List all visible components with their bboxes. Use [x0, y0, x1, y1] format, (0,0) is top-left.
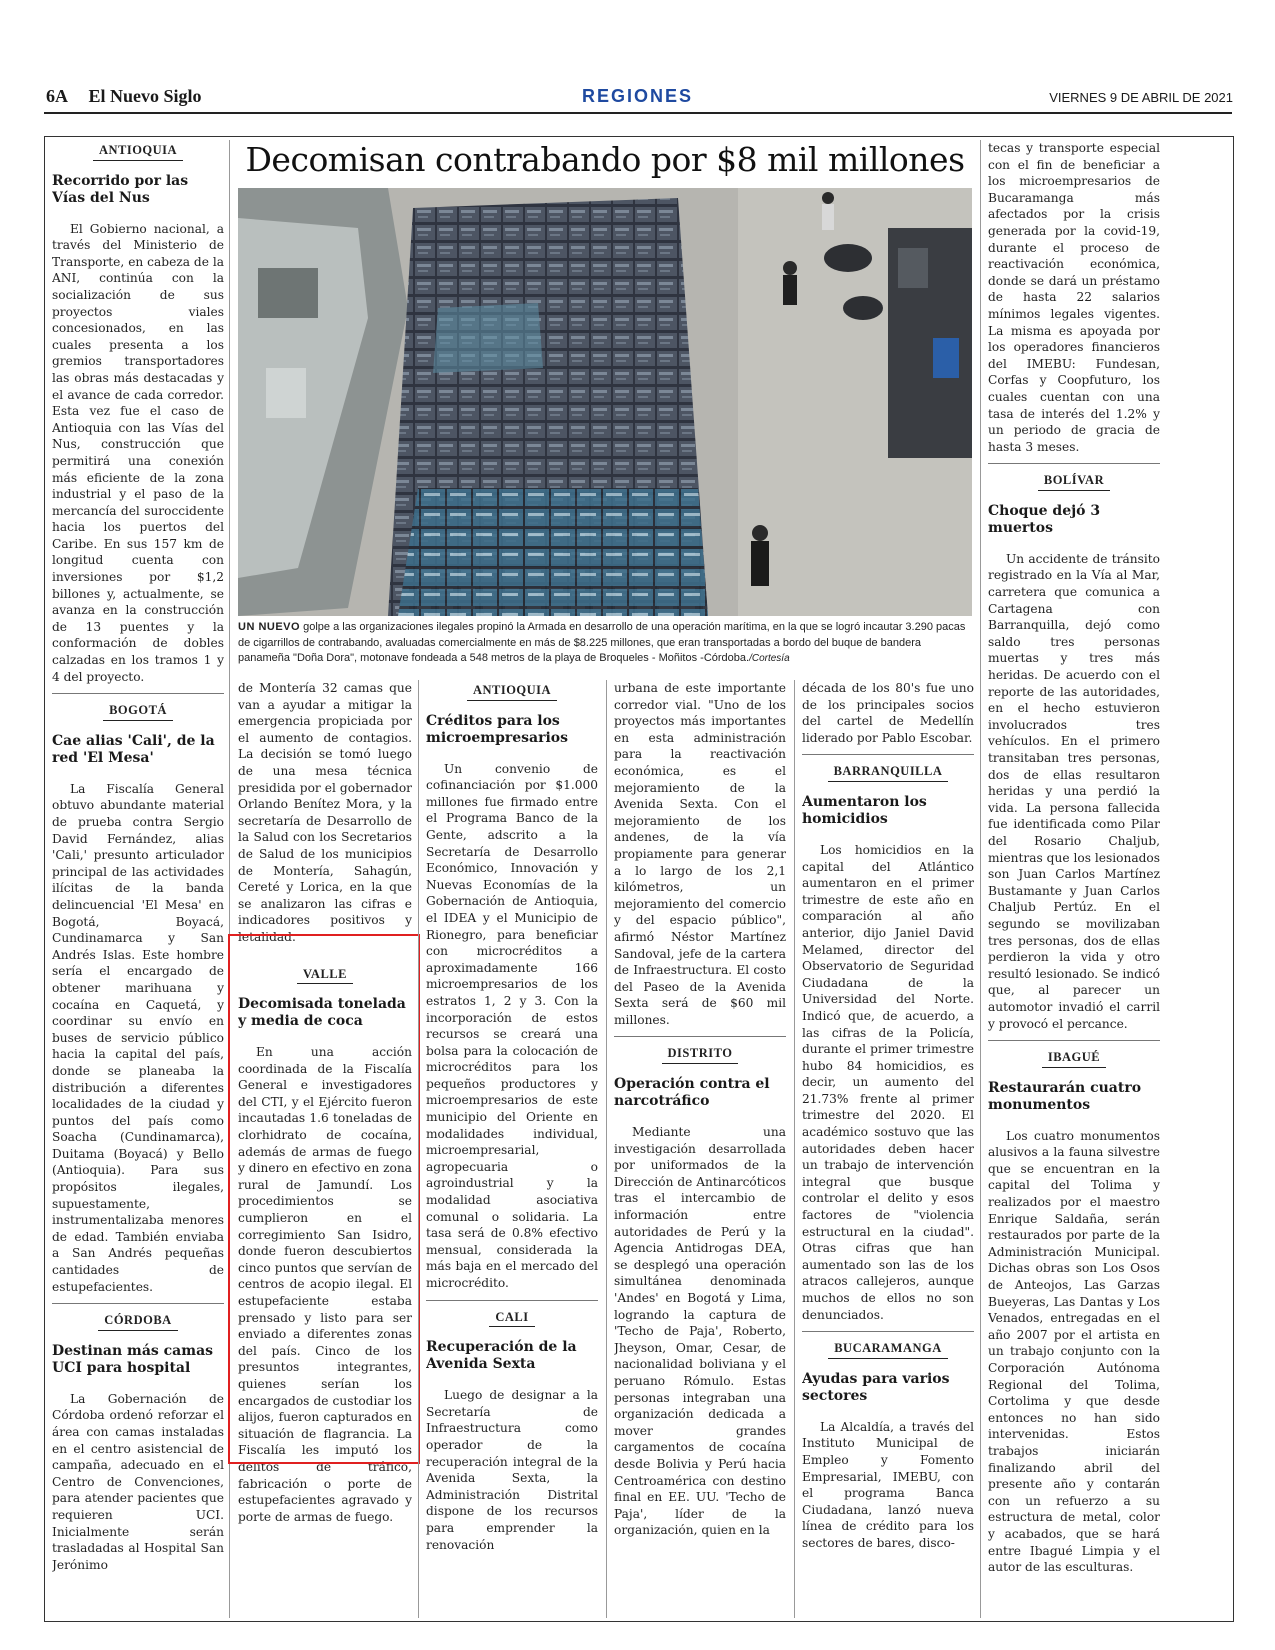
article-body: Mediante una investigación desarrollada por uniformados de la Dirección de Antinarcóticos tras el intercambio de información entre autoridades de Perú y la Agencia Antidrogas DEA, se desplegó una operación simultánea denominada 'Andes' en Bogotá y Lima, logrando la captura de 'Techo de Paja', Roberto, Jheyson, Omar, Cesar, de nacionalidad boliviana y el peruano Rómulo. Estas personas integraban una organización dedicada a mover grandes cargamentos de cocaína desde Bolivia y Perú hacia Centroamérica con destino final en EE. UU. 'Techo de Paja', líder de la organización, quien en la [614, 1125, 786, 1538]
column-rule [418, 680, 419, 1618]
column-4 [614, 680, 786, 1620]
contraband-photo [238, 188, 972, 616]
article-body: El Gobierno nacional, a través del Ministerio de Transporte, en cabeza de la ANI, continúa con la socialización de sus proyectos viales concesionados, en las cuales presenta a los gremios transportadores las obras más destacadas y el avance de cada corredor. Esta vez fue el caso de Antioquia con las Vías del Nus, construcción que permitirá una conexión más eficiente de la zona industrial y el paso de la mercancía del suroccidente hacia los puertos del Caribe. En sus 157 km de longitud cuenta con inversiones por $1,2 billones y, actualmente, se avanza en la construcción de 13 puentes y la conformación de dobles calzadas en los tramos 1 y 4 del proyecto. [52, 221, 224, 684]
article-body-continued: de Montería 32 camas que van a ayudar a mitigar la emergencia propiciada por el aumento de contagios. La decisión se tomó luego de una mesa técnica presidida por el gobernador Orlando Benítez Mora, y la secretaría de Desarrollo de la Salud con los Secretarios de Salud de los municipios de Montería, Sahagún, Cereté y Lorica, en la que se analizaron las cifras e indicadores positivos y letalidad. [238, 681, 412, 944]
article-headline: Choque dejó 3 muertos [988, 502, 1101, 536]
article-headline: Destinan más camas UCI para hospital [52, 1342, 214, 1376]
article-headline: Créditos para los microempresarios [426, 712, 569, 746]
article-headline: Decomisada tonelada y media de coca [238, 996, 406, 1030]
article-headline: Recorrido por las Vías del Nus [52, 172, 189, 206]
article-headline: Operación contra el narcotráfico [614, 1076, 770, 1110]
column-1 [52, 140, 224, 1618]
main-headline: Decomisan contrabando por $8 mil millones [245, 140, 965, 179]
section-label-cordoba: CÓRDOBA [52, 1312, 224, 1331]
section-divider [988, 463, 1160, 464]
newspaper-name: El Nuevo Siglo [88, 86, 202, 106]
section-label-barranquilla: BARRANQUILLA [802, 763, 974, 782]
section-divider [802, 1331, 974, 1332]
article-body: Los homicidios en la capital del Atlántico aumentaron en el primer trimestre de este año en comparación al año anterior, dijo Janiel David Melamed, director del Observatorio de Seguridad Ciudadana de la Universidad del Norte. Indicó que, de acuerdo, a las cifras de la Policía, durante el primer trimestre hubo 84 homicidios, es decir, un aumento del 21.73% frente al primer trimestre del 2020. El académico sostuvo que las autoridades deben hacer un trabajo de intervención integral que busque controlar el delito y esos factores de "violencia estructural en la ciudad". Otras cifras que han aumentado son las de los atracos callejeros, aunque muchos de ellos no son denunciados. [802, 842, 974, 1322]
article-headline: Restaurarán cuatro monumentos [988, 1079, 1142, 1113]
photo-illustration [238, 188, 972, 616]
article-body: En una acción coordinada de la Fiscalía General e investigadores del CTI, y el Ejército fueron incautadas 1.6 toneladas de clorhidrato de cocaína, además de armas de fuego y dinero en efectivo en zona rural de Jamundí. Los procedimientos se cumplieron en el corregimiento San Isidro, donde fueron descubiertos cinco puntos que servían de centros de acopio ilegal. El estupefaciente estaba prensado y listo para ser enviado a diferentes zonas del país. Cinco de los presuntos integrantes, quienes serían los encargados de custodiar los alijos, fueron capturados en situación de flagrancia. La Fiscalía les imputó los delitos de tráfico, fabricación o porte de estupefacientes agravado y porte de armas de fuego. [238, 1045, 412, 1524]
section-divider [52, 1303, 224, 1304]
section-divider [52, 693, 224, 694]
section-divider [614, 1036, 786, 1037]
highlight-box [228, 934, 420, 1464]
article-headline: Cae alias 'Cali', de la red 'El Mesa' [52, 732, 215, 766]
section-label-cali: CALI [426, 1309, 598, 1328]
article-body-continued: década de los 80's fue uno de los principales socios del cartel de Medellín liderado por Pablo Escobar. [802, 681, 974, 745]
article-headline: Ayudas para varios sectores [802, 1370, 950, 1404]
article-body: La Fiscalía General obtuvo abundante material de prueba contra Sergio David Fernández, alias 'Cali,' presunto articulador principal de las actividades ilícitas de la banda delincuencial 'El Mesa' en Bogotá, Boyacá, Cundinamarca y San Andrés Islas. Este hombre sería el encargado de obtener marihuana y cocaína en Caquetá, y coordinar su envío en buses de servicio público hacia la capital del país, donde se planeaba la distribución a diferentes localidades de la ciudad y puntos del país como Soacha (Cundinamarca), Duitama (Boyacá) y Bello (Antioquia). Para sus propósitos ilegales, supuestamente, instrumentalizaba menores de edad. También enviaba a San Andrés pequeñas cantidades de estupefacientes. [52, 781, 224, 1294]
section-label-distrito: DISTRITO [614, 1045, 786, 1064]
section-divider [426, 1300, 598, 1301]
article-body-continued: tecas y transporte especial con el fin de beneficiar a los microempresarios de Bucaramanga más afectados por la crisis generada por la covid-19, durante el proceso de reactivación económica, donde se dará un préstamo de hasta 22 salarios mínimos legales vigentes. La misma es apoyada por los operadores financieros del IMEBU: Fundesan, Corfas y Coopfuturo, los cuales cuentan con una tasa de interés del 1.2% y un periodo de gracia de hasta 3 meses. [988, 141, 1160, 454]
issue-date: VIERNES 9 DE ABRIL DE 2021 [1049, 90, 1233, 105]
section-label-bolivar: BOLÍVAR [988, 472, 1160, 491]
article-body: La Gobernación de Córdoba ordenó reforzar el área con camas instaladas en el centro asistencial de campaña, adecuado en el Centro de Convenciones, para atender pacientes que requieren UCI. Inicialmente serán trasladadas al Hospital San Jerónimo [52, 1391, 224, 1572]
section-label-bogota: BOGOTÁ [52, 702, 224, 721]
article-headline: Recuperación de la Avenida Sexta [426, 1339, 577, 1373]
section-divider [802, 754, 974, 755]
column-rule [980, 140, 981, 1618]
column-rule [794, 680, 795, 1618]
header-rule [44, 112, 1232, 114]
section-label-bucaramanga: BUCARAMANGA [802, 1340, 974, 1359]
article-body: Luego de designar a la Secretaría de Infraestructura como operador de la recuperación integral de la Avenida Sexta, la Administración Distrital dispone de los recursos para emprender la renovación [426, 1388, 598, 1552]
caption-text: golpe a las organizaciones ilegales propinó la Armada en desarrollo de una operación marítima, en la que se logró incautar 3.290 pacas de cigarrillos de contrabando, avaluadas comercialmente en más de $8.225 millones, que eran transportadas a bordo del buque de bandera panameña "Doña Dora", motonave fondeada a 548 metros de la playa de Broqueles - Moñitos -Córdoba. [238, 621, 966, 664]
section-label-valle: VALLE [238, 966, 412, 985]
article-body: La Alcaldía, a través del Instituto Municipal de Empleo y Fomento Empresarial, IMEBU, con el programa Banca Ciudadana, lanzó nueva línea de crédito para los sectores de bares, disco- [802, 1419, 974, 1550]
column-6 [988, 140, 1160, 1618]
photo-credit: /Cortesía [749, 653, 790, 664]
article-body-continued: urbana de este importante corredor vial. "Uno de los proyectos más importantes en esta administración para la reactivación económica, es el mejoramiento de la Avenida Sexta. Con el mejoramiento de los andenes, de la vía propiamente para generar a lo largo de los 2,1 kilómetros, un mejoramiento del comercio y del espacio público", afirmó Néstor Martínez Sandoval, jefe de la cartera de Infraestructura. El costo del Paseo de la Avenida Sexta será de $60 mil millones. [614, 681, 786, 1027]
column-3 [426, 680, 598, 1620]
section-divider [988, 1040, 1160, 1041]
column-5 [802, 680, 974, 1620]
section-label-antioquia: ANTIOQUIA [426, 682, 598, 701]
article-body: Un accidente de tránsito registrado en la Vía al Mar, carretera que comunica a Cartagena con Barranquilla, dejó como saldo tres personas muertas y tres más heridas. De acuerdo con el reporte de las autoridades, en el hecho estuvieron involucrados tres vehículos. En el primero transitaban tres personas, dos de ellas resultaron heridas y una perdió la vida. La persona fallecida fue identificada como Pilar del Rosario Chaljub, mientras que los lesionados son Juan Carlos Martínez Bustamante y Juan Carlos Chaljub Pertúz. En el segundo se movilizaban tres personas, dos de ellas perdieron la vida y otro resultó lesionado. Se indicó que, al parecer un automotor invadió el carril y provocó el percance. [988, 551, 1160, 1031]
caption-lead: UN NUEVO [238, 621, 301, 633]
article-body: Un convenio de cofinanciación por $1.000 millones fue firmado entre el Programa Banco de la Gente, adscrito a la Secretaría de Desarrollo Económico, Innovación y Nuevas Economías de la Gobernación de Antioquia, el IDEA y el Municipio de Rionegro, para beneficiar con microcréditos a aproximadamente 166 microempresarios de los estratos 1, 2 y 3. Con la incorporación de estos recursos se creará una bolsa para la colocación de microcréditos para los pequeños productores y microempresarios de este municipio del Oriente en modalidades individual, microempresarial, agropecuaria o agroindustrial y la modalidad asociativa comunal o solidaria. La tasa será de 0.8% efectivo mensual, considerada la más baja en el mercado del microcrédito. [426, 761, 598, 1290]
section-label-ibague: IBAGUÉ [988, 1049, 1160, 1068]
section-label-antioquia: ANTIOQUIA [52, 142, 224, 161]
article-headline: Aumentaron los homicidios [802, 793, 927, 827]
column-rule [606, 680, 607, 1618]
photo-caption [238, 620, 972, 667]
page-number: 6A [46, 86, 68, 106]
section-title: REGIONES [581, 86, 694, 106]
article-body: Los cuatro monumentos alusivos a la fauna silvestre que se encuentran en la capital del Tolima y realizados por el maestro Enrique Saldaña, serán restaurados por parte de la Administración Municipal. Dichas obras son Los Osos de Anteojos, Las Garzas Bueyeras, Las Dantas y Los Venados, entregadas en el año 2007 por el artista en un trabajo conjunto con la Corporación Autónoma Regional del Tolima, Cortolima y que desde entonces no han sido intervenidas. Estos trabajos iniciarán finalizando abril del presente año y contarán con un refuerzo a su estructura de metal, color y acabados, que se hará entre Ibagué Limpia y el autor de las esculturas. [988, 1128, 1160, 1575]
